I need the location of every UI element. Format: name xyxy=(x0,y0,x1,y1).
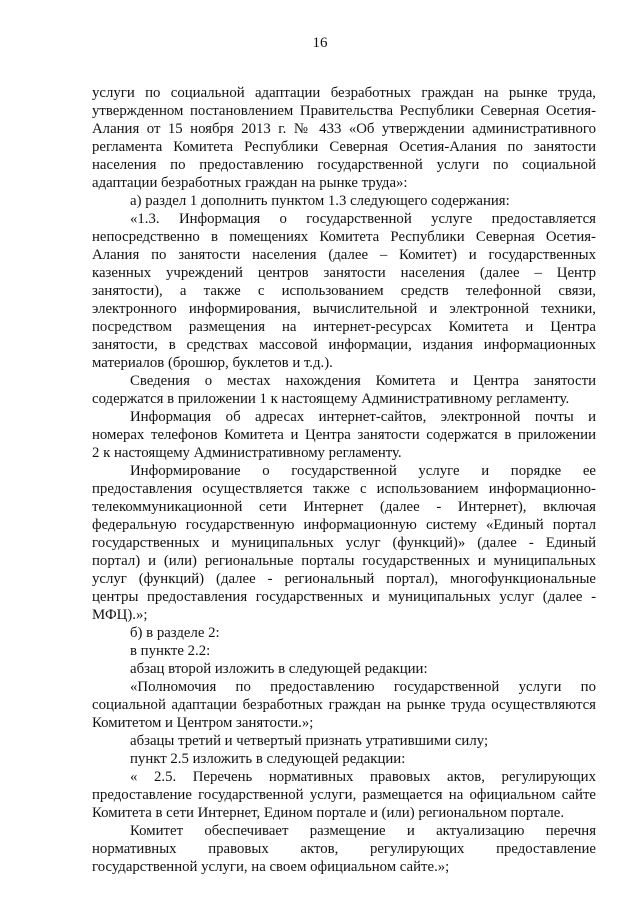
text-line: услуги по социальной адаптации безработных граждан на рынке труда, xyxy=(92,85,596,101)
text-line: федеральную государственную информационную систему «Единый портал xyxy=(92,517,596,533)
text-line: абзацы третий и четвертый признать утратившими силу; xyxy=(130,733,489,749)
text-line: предоставление государственной услуги, размещается на официальном сайте xyxy=(92,787,596,803)
page-number: 16 xyxy=(312,35,328,51)
text-line: портал) и (или) региональные порталы государственных и муниципальных xyxy=(92,553,596,569)
body-text xyxy=(92,84,596,876)
text-line: «Полномочия по предоставлению государственной услуги по xyxy=(130,679,596,695)
text-line: содержатся в приложении 1 к настоящему Административному регламенту. xyxy=(92,391,570,407)
text-line: 2 к настоящему Административному регламенту. xyxy=(92,445,402,461)
text-line: «1.3. Информация о государственной услуге предоставляется xyxy=(130,211,596,227)
text-line: Сведения о местах нахождения Комитета и Центра занятости xyxy=(130,373,596,389)
text-line: услуг (функций) (далее - региональный портал), многофункциональные xyxy=(92,571,596,587)
text-line: абзац второй изложить в следующей редакции: xyxy=(130,661,428,677)
text-line: телекоммуникационной сети Интернет (далее - Интернет), включая xyxy=(92,499,596,515)
text-line: Алания по занятости населения (далее – Комитет) и государственных xyxy=(92,247,596,263)
text-line: номерах телефонов Комитета и Центра занятости содержатся в приложении xyxy=(92,427,596,443)
text-line: Информирование о государственной услуге и порядке ее xyxy=(130,463,596,479)
text-line: утвержденном постановлением Правительства Республики Северная Осетия- xyxy=(92,103,596,119)
text-line: занятости), а также с использованием средств телефонной связи, xyxy=(92,283,596,299)
text-line: Алания от 15 ноября 2013 г. № 433 «Об утверждении административного xyxy=(92,121,596,137)
text-line: Комитета в сети Интернет, Едином портале и (или) региональном портале. xyxy=(92,805,565,821)
text-line: б) в разделе 2: xyxy=(130,625,220,641)
text-line: регламента Комитета Республики Северная Осетия-Алания по занятости xyxy=(92,139,596,155)
text-line: посредством размещения на интернет-ресурсах Комитета и Центра xyxy=(92,319,596,335)
text-line: центры предоставления государственных и муниципальных услуг (далее - xyxy=(92,589,596,605)
text-line: Комитет обеспечивает размещение и актуализацию перечня xyxy=(130,823,596,839)
text-line: электронного информирования, вычислительной и электронной техники, xyxy=(92,301,596,317)
text-line: пункт 2.5 изложить в следующей редакции: xyxy=(130,751,406,767)
text-line: предоставления осуществляется также с использованием информационно- xyxy=(92,481,596,497)
text-line: МФЦ).»; xyxy=(92,607,148,623)
text-line: нормативных правовых актов, регулирующих предоставление xyxy=(92,841,596,857)
text-line: государственных и муниципальных услуг (функций)» (далее - Единый xyxy=(92,535,596,551)
text-line: государственной услуги, на своем официальном сайте.»; xyxy=(92,859,450,875)
text-line: Информация об адресах интернет-сайтов, электронной почты и xyxy=(130,409,596,425)
text-line: а) раздел 1 дополнить пунктом 1.3 следующего содержания: xyxy=(130,193,510,209)
text-line: населения по предоставлению государственной услуги по социальной xyxy=(92,157,596,173)
text-line: в пункте 2.2: xyxy=(130,643,211,659)
text-line: Комитетом и Центром занятости.»; xyxy=(92,715,314,731)
text-line: непосредственно в помещениях Комитета Республики Северная Осетия- xyxy=(92,229,596,245)
text-line: « 2.5. Перечень нормативных правовых актов, регулирующих xyxy=(130,769,596,785)
text-line: казенных учреждений центров занятости населения (далее – Центр xyxy=(92,265,596,281)
text-line: социальной адаптации безработных граждан на рынке труда осуществляются xyxy=(92,697,596,713)
text-line: адаптации безработных граждан на рынке труда»: xyxy=(92,175,408,191)
text-line: материалов (брошюр, буклетов и т.д.). xyxy=(92,355,333,371)
text-line: занятости, в средствах массовой информации, издания информационных xyxy=(92,337,596,353)
